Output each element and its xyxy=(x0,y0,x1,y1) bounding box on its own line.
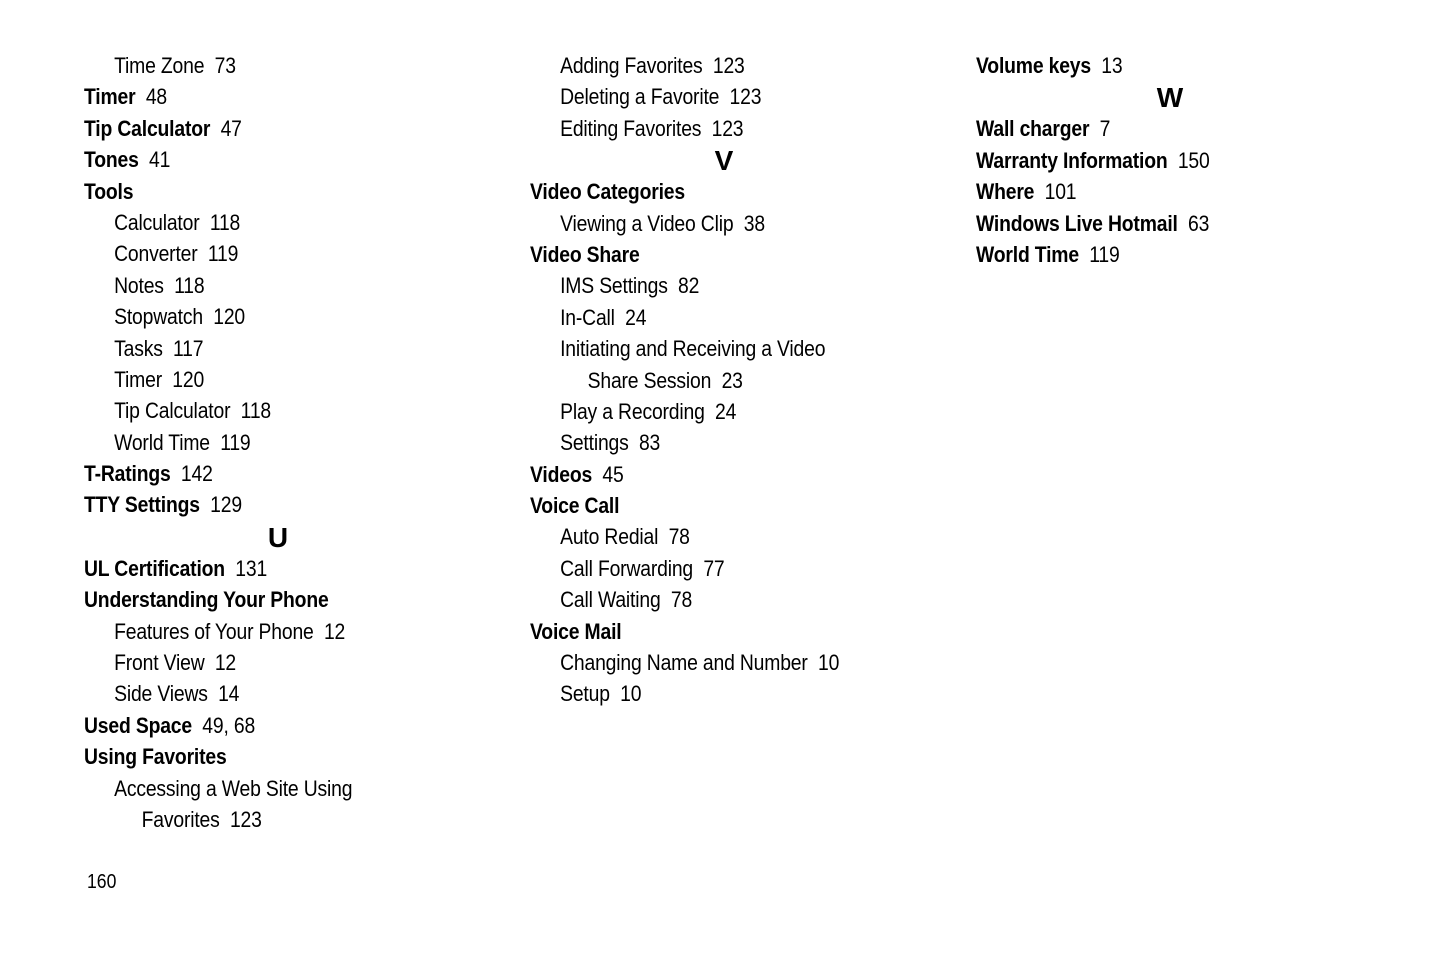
index-entry xyxy=(84,176,445,207)
index-subentry xyxy=(530,427,891,458)
index-subentry xyxy=(84,427,445,458)
entry-term: Favorites xyxy=(141,806,220,832)
index-entry xyxy=(976,176,1337,207)
index-entry xyxy=(530,490,891,521)
entry-page-ref: 131 xyxy=(235,555,268,581)
entry-page-ref: 123 xyxy=(712,53,745,78)
entry-term: Changing Name and Number xyxy=(560,650,808,676)
index-entry xyxy=(976,50,1337,81)
entry-term: Stopwatch xyxy=(114,304,203,330)
index-column-2 xyxy=(530,50,950,710)
entry-page-ref: 73 xyxy=(214,53,236,78)
entry-term: Share Session xyxy=(587,367,712,393)
index-entry xyxy=(84,144,445,175)
entry-term: Where xyxy=(976,179,1035,205)
entry-page-ref: 118 xyxy=(240,398,272,424)
entry-term: Auto Redial xyxy=(560,524,659,550)
index-subentry xyxy=(530,302,891,333)
entry-page-ref: 119 xyxy=(220,429,251,455)
entry-term: Adding Favorites xyxy=(560,53,703,78)
index-subentry xyxy=(84,647,445,678)
index-subentry xyxy=(84,301,445,332)
entry-term: Settings xyxy=(560,430,629,456)
index-subentry xyxy=(84,678,445,709)
entry-term: Windows Live Hotmail xyxy=(976,210,1178,236)
index-entry xyxy=(84,81,445,112)
section-letter: V xyxy=(714,145,734,177)
index-entry xyxy=(976,208,1337,239)
index-entry xyxy=(84,584,445,615)
entry-term: Tones xyxy=(84,147,139,173)
entry-page-ref: 23 xyxy=(721,367,743,393)
entry-page-ref: 123 xyxy=(229,806,262,832)
entry-term: Deleting a Favorite xyxy=(560,84,720,110)
entry-page-ref: 78 xyxy=(668,524,690,550)
index-entry xyxy=(976,145,1337,176)
index-subentry xyxy=(530,678,891,709)
index-subentry xyxy=(84,50,445,81)
index-subentry xyxy=(530,553,891,584)
entry-term: In-Call xyxy=(560,304,615,330)
entry-term: Timer xyxy=(84,84,136,110)
index-subentry xyxy=(84,616,445,647)
entry-page-ref: 118 xyxy=(174,272,205,298)
entry-page-ref: 38 xyxy=(743,210,765,236)
index-entry xyxy=(530,459,891,490)
entry-term: Voice Mail xyxy=(530,618,622,644)
entry-page-ref: 48 xyxy=(145,84,168,110)
index-subentry xyxy=(530,50,891,81)
index-subentry xyxy=(84,364,445,395)
entry-term: Volume keys xyxy=(976,53,1091,78)
index-column-3 xyxy=(976,50,1396,270)
entry-term: Understanding Your Phone xyxy=(84,587,329,613)
index-entry xyxy=(84,553,445,584)
index-subentry xyxy=(530,113,891,144)
entry-term: Setup xyxy=(560,681,610,707)
entry-term: World Time xyxy=(976,241,1079,267)
entry-term: Front View xyxy=(114,650,205,676)
entry-page-ref: 24 xyxy=(625,304,647,330)
entry-page-ref: 120 xyxy=(172,366,205,392)
entry-page-ref: 78 xyxy=(670,587,693,613)
entry-page-ref: 83 xyxy=(638,430,661,456)
entry-term: Viewing a Video Clip xyxy=(560,210,734,236)
entry-term: Time Zone xyxy=(114,53,205,78)
entry-page-ref: 7 xyxy=(1099,116,1111,142)
index-subentry xyxy=(530,208,891,239)
entry-term: Videos xyxy=(530,461,593,487)
index-subentry xyxy=(530,333,891,364)
entry-term: Tip Calculator xyxy=(84,115,211,141)
entry-page-ref: 41 xyxy=(149,147,171,173)
index-subentry xyxy=(530,396,891,427)
index-entry xyxy=(84,113,445,144)
entry-term: Side Views xyxy=(114,681,208,707)
entry-term: Warranty Information xyxy=(976,147,1168,173)
index-subentry xyxy=(84,804,445,835)
entry-term: UL Certification xyxy=(84,555,225,581)
entry-page-ref: 10 xyxy=(817,650,840,676)
index-entry xyxy=(84,741,445,772)
entry-term: Call Forwarding xyxy=(560,555,694,581)
entry-page-ref: 14 xyxy=(218,681,240,707)
entry-page-ref: 101 xyxy=(1044,179,1077,205)
entry-term: Notes xyxy=(114,272,164,298)
index-entry xyxy=(976,239,1337,270)
index-entry xyxy=(530,239,891,270)
entry-term: Calculator xyxy=(114,209,200,235)
entry-term: IMS Settings xyxy=(560,273,668,299)
index-subentry xyxy=(84,773,445,804)
entry-page-ref: 63 xyxy=(1188,210,1210,236)
index-subentry xyxy=(84,333,445,364)
index-subentry xyxy=(530,81,891,112)
entry-page-ref: 142 xyxy=(180,461,213,487)
index-entry xyxy=(84,710,445,741)
index-subentry xyxy=(530,270,891,301)
index-subentry xyxy=(530,647,891,678)
entry-page-ref: 118 xyxy=(209,209,241,235)
entry-page-ref: 77 xyxy=(703,555,725,581)
entry-term: Video Categories xyxy=(530,179,685,205)
entry-term: Converter xyxy=(114,241,198,267)
entry-term: Tip Calculator xyxy=(114,398,231,424)
entry-page-ref: 49, 68 xyxy=(202,712,256,738)
entry-term: Voice Call xyxy=(530,493,620,519)
entry-term: Tools xyxy=(84,178,134,204)
index-entry xyxy=(530,176,891,207)
entry-page-ref: 12 xyxy=(214,650,237,676)
entry-term: Timer xyxy=(114,366,162,392)
index-subentry xyxy=(530,521,891,552)
entry-term: Wall charger xyxy=(976,116,1090,142)
section-letter: U xyxy=(267,521,289,553)
entry-term: Initiating and Receiving a Video xyxy=(560,336,826,362)
entry-page-ref: 82 xyxy=(678,273,700,299)
entry-page-ref: 10 xyxy=(620,681,642,707)
entry-term: T-Ratings xyxy=(84,461,171,487)
index-entry xyxy=(976,113,1337,144)
index-subentry xyxy=(530,584,891,615)
entry-term: Video Share xyxy=(530,241,640,267)
entry-term: Editing Favorites xyxy=(560,115,702,141)
entry-page-ref: 123 xyxy=(729,84,762,110)
entry-page-ref: 123 xyxy=(711,115,744,141)
entry-term: Tasks xyxy=(114,335,163,361)
index-entry xyxy=(84,489,445,520)
entry-term: TTY Settings xyxy=(84,492,200,518)
entry-term: Play a Recording xyxy=(560,398,705,424)
index-subentry xyxy=(84,207,445,238)
entry-term: World Time xyxy=(114,429,210,455)
index-column-1 xyxy=(84,50,504,835)
entry-page-ref: 150 xyxy=(1177,147,1210,173)
entry-term: Features of Your Phone xyxy=(114,618,314,644)
entry-term: Using Favorites xyxy=(84,744,227,770)
entry-term: Call Waiting xyxy=(560,587,661,613)
entry-page-ref: 129 xyxy=(210,492,242,518)
section-letter: W xyxy=(1156,82,1184,114)
entry-page-ref: 117 xyxy=(173,335,204,361)
entry-page-ref: 45 xyxy=(602,461,624,487)
page-number: 160 xyxy=(87,871,117,893)
entry-page-ref: 12 xyxy=(323,618,346,644)
index-subentry xyxy=(84,238,445,269)
index-subentry xyxy=(84,395,445,426)
entry-page-ref: 119 xyxy=(207,241,239,267)
index-entry xyxy=(530,616,891,647)
entry-page-ref: 47 xyxy=(220,115,242,141)
entry-term: Accessing a Web Site Using xyxy=(114,775,353,801)
entry-page-ref: 120 xyxy=(213,304,246,330)
entry-page-ref: 13 xyxy=(1101,53,1123,78)
index-subentry xyxy=(530,365,891,396)
index-subentry xyxy=(84,270,445,301)
entry-page-ref: 24 xyxy=(715,398,737,424)
entry-term: Used Space xyxy=(84,712,192,738)
index-entry xyxy=(84,458,445,489)
entry-page-ref: 119 xyxy=(1089,241,1120,267)
